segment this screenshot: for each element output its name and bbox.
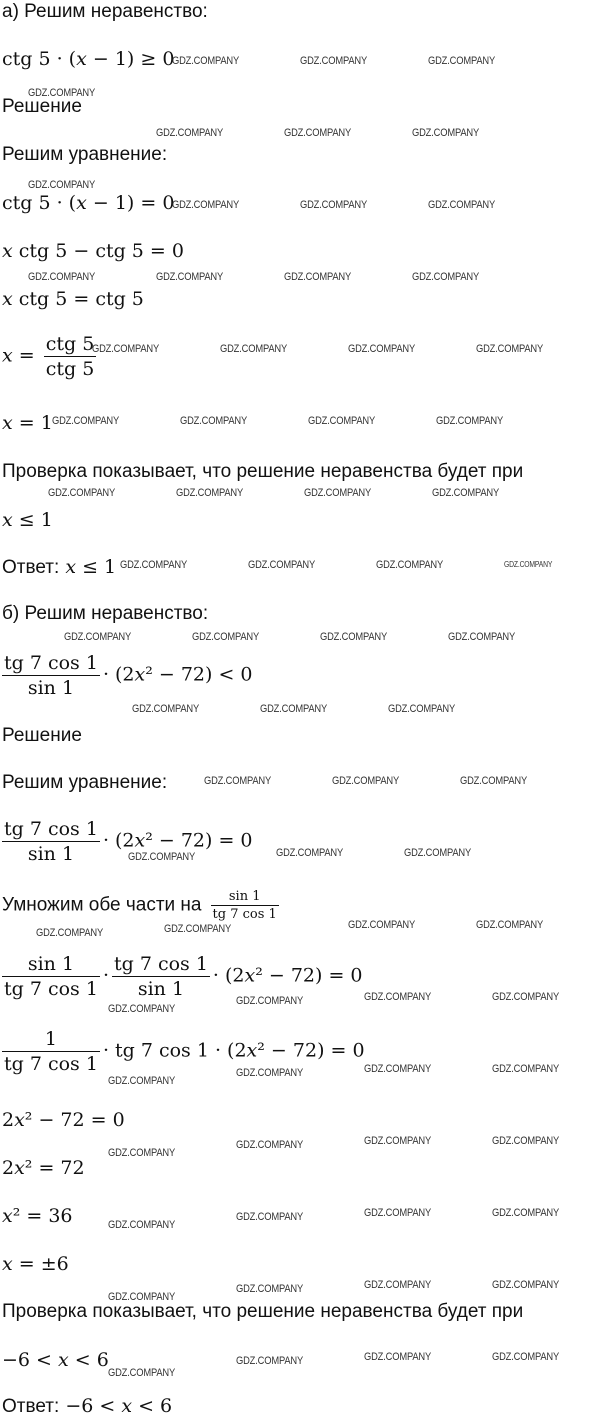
fraction [44,333,97,380]
part-a-equation-5: 𝑥 = 1 [2,412,53,434]
watermark-text: GDZ.COMPANY [236,995,304,1007]
watermark-text: GDZ.COMPANY [236,1211,304,1223]
fraction [2,1028,100,1075]
watermark-text: GDZ.COMPANY [108,1003,176,1015]
watermark-text: GDZ.COMPANY [236,1067,304,1079]
watermark-text: GDZ.COMPANY [260,703,328,715]
answer-label: Ответ: [2,557,60,578]
watermark-text: GDZ.COMPANY [364,1207,432,1219]
watermark-text: GDZ.COMPANY [428,199,496,211]
watermark-text: GDZ.COMPANY [388,703,456,715]
part-a-solve-equation-label: Решим уравнение: [2,144,168,165]
watermark-text: GDZ.COMPANY [176,487,244,499]
part-a-inequality: ctg 5 · (𝑥 − 1) ≥ 0 [2,48,175,70]
watermark-text: GDZ.COMPANY [348,919,416,931]
watermark-text: GDZ.COMPANY [332,775,400,787]
watermark-text: GDZ.COMPANY [64,631,132,643]
part-a-equation-3: 𝑥 ctg 5 = ctg 5 [2,288,144,310]
part-b-multiply-step [2,889,282,922]
watermark-text: GDZ.COMPANY [180,415,248,427]
watermark-text: GDZ.COMPANY [108,1291,176,1303]
answer-label: Ответ: [2,1396,60,1417]
part-a-equation-4 [2,333,99,380]
watermark-text: GDZ.COMPANY [284,271,352,283]
part-a-equation-1: ctg 5 · (𝑥 − 1) = 0 [2,192,175,214]
fraction-numerator: 1 [44,1028,58,1050]
watermark-text: GDZ.COMPANY [492,1063,560,1075]
fraction-numerator: tg 7 cos 1 [113,953,208,975]
watermark-text: GDZ.COMPANY [492,1207,560,1219]
part-b-answer [2,1394,172,1419]
watermark-text: GDZ.COMPANY [236,1355,304,1367]
watermark-text: GDZ.COMPANY [412,127,480,139]
part-b-equation-5: 2𝑥² = 72 [2,1157,85,1179]
watermark-text: GDZ.COMPANY [28,179,96,191]
answer-value: −6 < 𝑥 < 6 [65,1395,173,1417]
inequality-rest: · (2𝑥² − 72) < 0 [102,663,253,686]
watermark-text: GDZ.COMPANY [364,1351,432,1363]
fraction-denominator: sin 1 [112,976,210,1000]
part-b-equation-4: 2𝑥² − 72 = 0 [2,1109,125,1131]
watermark-text: GDZ.COMPANY [376,559,444,571]
multiply-dot: · [102,964,109,987]
watermark-text: GDZ.COMPANY [108,1147,176,1159]
fraction-numerator: sin 1 [27,953,75,975]
part-a-solution-label: Решение [2,96,82,117]
answer-value: 𝑥 ≤ 1 [65,556,117,578]
watermark-text: GDZ.COMPANY [448,631,516,643]
watermark-text: GDZ.COMPANY [412,271,480,283]
fraction-numerator: tg 7 cos 1 [4,652,98,674]
watermark-text: GDZ.COMPANY [320,631,388,643]
fraction-denominator: sin 1 [2,675,100,699]
part-b-inequality [2,652,253,699]
watermark-text: GDZ.COMPANY [432,487,500,499]
part-b-equation-2 [2,953,363,1000]
watermark-text: GDZ.COMPANY [404,847,472,859]
watermark-text: GDZ.COMPANY [304,487,372,499]
watermark-text: GDZ.COMPANY [220,343,288,355]
watermark-text: GDZ.COMPANY [28,87,96,99]
part-a-check-text: Проверка показывает, что решение неравенства будет при [2,461,524,482]
watermark-text: GDZ.COMPANY [436,415,504,427]
fraction-denominator: tg 7 cos 1 [212,907,277,922]
watermark-text: GDZ.COMPANY [364,1063,432,1075]
fraction-numerator: ctg 5 [45,333,95,355]
watermark-text: GDZ.COMPANY [348,343,416,355]
part-b-check-result: −6 < 𝑥 < 6 [2,1349,109,1371]
watermark-text: GDZ.COMPANY [192,631,260,643]
watermark-text: GDZ.COMPANY [276,847,344,859]
part-a-equation-2: 𝑥 ctg 5 − ctg 5 = 0 [2,240,184,262]
watermark-text: GDZ.COMPANY [364,1279,432,1291]
watermark-text: GDZ.COMPANY [108,1075,176,1087]
watermark-text: GDZ.COMPANY [492,1135,560,1147]
watermark-text: GDZ.COMPANY [164,923,232,935]
watermark-text: GDZ.COMPANY [52,415,120,427]
fraction-denominator: ctg 5 [45,358,95,380]
part-b-equation-6: 𝑥² = 36 [2,1205,73,1227]
part-b-equation-7: 𝑥 = ±6 [2,1253,69,1275]
watermark-text: GDZ.COMPANY [476,919,544,931]
fraction-denominator: tg 7 cos 1 [4,978,98,1000]
watermark-text: GDZ.COMPANY [308,415,376,427]
part-b-equation-3 [2,1028,365,1075]
equation-lhs: 𝑥 = [2,344,35,367]
watermark-text: GDZ.COMPANY [492,1279,560,1291]
fraction-denominator: tg 7 cos 1 [4,1053,98,1075]
watermark-text: GDZ.COMPANY [92,343,160,355]
watermark-text: GDZ.COMPANY [460,775,528,787]
fraction-numerator: tg 7 cos 1 [4,818,98,840]
watermark-text: GDZ.COMPANY [428,55,496,67]
watermark-text: GDZ.COMPANY [128,851,196,863]
watermark-text: GDZ.COMPANY [284,127,352,139]
watermark-text: GDZ.COMPANY [300,55,368,67]
watermark-text: GDZ.COMPANY [172,199,240,211]
equation-rest: · tg 7 cos 1 · (2𝑥² − 72) = 0 [102,1039,365,1062]
watermark-text: GDZ.COMPANY [248,559,316,571]
part-b-solve-equation-label: Решим уравнение: [2,772,168,793]
fraction [2,818,100,865]
watermark-text: GDZ.COMPANY [28,271,96,283]
watermark-text: GDZ.COMPANY [300,199,368,211]
watermark-text: GDZ.COMPANY [476,343,544,355]
watermark-text: GDZ.COMPANY [156,127,224,139]
part-b-heading: б) Решим неравенство: [2,603,209,624]
equation-rest: · (2𝑥² − 72) = 0 [212,964,363,987]
part-a-answer [2,555,116,580]
fraction [211,889,279,922]
fraction [112,953,210,1000]
part-b-solution-label: Решение [2,725,82,746]
equation-rest: · (2𝑥² − 72) = 0 [102,829,253,852]
fraction-denominator: sin 1 [2,841,100,865]
fraction [2,953,100,1000]
watermark-text: GDZ.COMPANY [48,487,116,499]
watermark-text: GDZ.COMPANY [36,927,104,939]
watermark-text: GDZ.COMPANY [204,775,272,787]
part-a-heading: а) Решим неравенство: [2,1,208,22]
watermark-text: GDZ.COMPANY [504,560,553,569]
watermark-text: GDZ.COMPANY [236,1283,304,1295]
watermark-text: GDZ.COMPANY [364,1135,432,1147]
part-b-check-text: Проверка показывает, что решение неравенства будет при [2,1301,524,1322]
watermark-text: GDZ.COMPANY [492,1351,560,1363]
watermark-text: GDZ.COMPANY [132,703,200,715]
multiply-text: Умножим обе части на [2,894,202,916]
watermark-text: GDZ.COMPANY [236,1139,304,1151]
watermark-text: GDZ.COMPANY [108,1367,176,1379]
watermark-text: GDZ.COMPANY [364,991,432,1003]
watermark-text: GDZ.COMPANY [108,1219,176,1231]
watermark-text: GDZ.COMPANY [492,991,560,1003]
fraction [2,652,100,699]
watermark-text: GDZ.COMPANY [120,559,188,571]
fraction-numerator: sin 1 [228,889,261,904]
watermark-text: GDZ.COMPANY [156,271,224,283]
part-a-check-result: 𝑥 ≤ 1 [2,509,53,531]
watermark-text: GDZ.COMPANY [172,55,240,67]
